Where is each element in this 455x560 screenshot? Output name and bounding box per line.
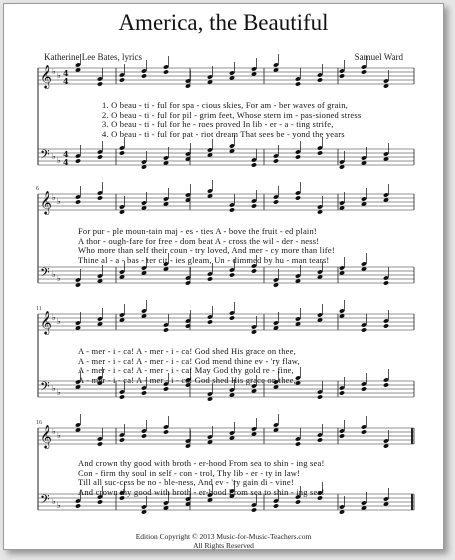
- note-head: [339, 433, 345, 438]
- measure-number: 11: [36, 306, 42, 312]
- note-head: [251, 268, 257, 273]
- note-head: [251, 203, 257, 208]
- key-signature-flat: ♭: [57, 274, 61, 283]
- note-head: [97, 441, 103, 446]
- note-head: [339, 390, 345, 395]
- lyric-line: A - mer - i - ca! A - mer - i - ca! May God thy gold re - fine,: [78, 365, 294, 375]
- note-head: [163, 69, 169, 74]
- key-signature-flat: ♭: [57, 431, 61, 440]
- note-head: [119, 77, 125, 82]
- key-signature-flat: ♭: [57, 197, 61, 206]
- lyric-line: 1. O beau - ti - ful for spa - cious skies, For am - ber waves of grain,: [102, 100, 348, 110]
- lyric-line: Till all suc-cess be no - ble-ness, And ev - 'ry gain di - vine!: [78, 477, 294, 487]
- note-head: [163, 327, 169, 332]
- note-head: [119, 150, 125, 155]
- note-head: [295, 154, 301, 159]
- composer-credit: Samuel Ward: [354, 52, 403, 62]
- bass-clef: 𝄢: [40, 147, 50, 165]
- key-signature-flat: ♭: [52, 384, 56, 393]
- note-head: [163, 386, 169, 391]
- time-signature: 4: [63, 149, 69, 159]
- lyric-line: And crown thy good with broth - er-hood From sea to shin - ing sea!: [78, 486, 325, 497]
- rights-line: All Rights Reserved: [193, 541, 254, 550]
- time-signature: 4: [63, 76, 69, 86]
- note-head: [295, 195, 301, 200]
- note-head: [295, 81, 301, 86]
- note-head: [273, 158, 279, 163]
- sheet-music-page: [3, 3, 444, 550]
- note-head: [383, 382, 389, 387]
- lyric-line: Con - firm thy soul in self - con - trol, Thy lib - er - ty in law!: [78, 467, 301, 478]
- copyright-footer: [4, 532, 443, 550]
- lyricist-credit: Katherine Lee Bates, lyrics: [44, 52, 142, 62]
- note-head: [97, 81, 103, 86]
- note-head: [361, 327, 367, 332]
- key-signature-flat: ♭: [57, 71, 61, 80]
- note-head: [251, 507, 257, 512]
- note-head: [229, 272, 235, 277]
- note-head: [229, 207, 235, 212]
- note-head: [97, 195, 103, 200]
- bass-clef: 𝄢: [40, 265, 50, 283]
- note-head: [119, 394, 125, 399]
- note-head: [141, 73, 147, 78]
- note-head: [317, 437, 323, 442]
- note-head: [97, 499, 103, 504]
- key-signature-flat: ♭: [52, 313, 56, 322]
- note-head: [361, 429, 367, 434]
- note-head: [317, 77, 323, 82]
- key-signature-flat: ♭: [57, 501, 61, 510]
- treble-clef: 𝄞: [40, 424, 52, 448]
- note-head: [317, 150, 323, 155]
- song-title: America, the Beautiful: [118, 10, 329, 35]
- lyric-line: A - mer - i - ca! A - mer - i - ca! God mend thine ev - 'ry flaw,: [78, 355, 300, 366]
- note-head: [383, 323, 389, 328]
- note-head: [273, 199, 279, 204]
- lyric-line: 2. O beau - ti - ful for pil - grim feet, Whose stern im - pas-sioned stress: [102, 109, 362, 120]
- note-head: [119, 437, 125, 442]
- key-signature-flat: ♭: [52, 270, 56, 279]
- lyric-line: 4. O beau - ti - ful for pat - riot dream That sees be - yond the years: [102, 128, 345, 139]
- measure-number: 16: [36, 420, 42, 426]
- note-head: [317, 394, 323, 399]
- measure-number: 6: [36, 186, 39, 192]
- treble-clef: 𝄞: [40, 190, 52, 214]
- time-signature: 4: [63, 157, 69, 167]
- note-head: [141, 390, 147, 395]
- lyric-line: Who more than self their coun - try loved, And mer - cy more than life!: [78, 245, 335, 255]
- time-signature: 4: [63, 68, 69, 78]
- key-signature-flat: ♭: [57, 388, 61, 397]
- key-signature-flat: ♭: [52, 67, 56, 76]
- note-head: [141, 433, 147, 438]
- note-head: [273, 503, 279, 508]
- treble-clef: 𝄞: [40, 310, 52, 334]
- key-signature-flat: ♭: [57, 317, 61, 326]
- key-signature-flat: ♭: [52, 152, 56, 161]
- key-signature-flat: ♭: [52, 193, 56, 202]
- note-head: [207, 319, 213, 324]
- lyric-line: 3. O beau - ti - ful for he - roes proved In lib - er - a - ting strife,: [102, 119, 334, 129]
- note-head: [295, 441, 301, 446]
- note-head: [75, 199, 81, 204]
- note-head: [97, 154, 103, 159]
- note-head: [383, 280, 389, 285]
- bass-clef: 𝄢: [40, 379, 50, 397]
- note-head: [251, 162, 257, 167]
- note-head: [75, 503, 81, 508]
- note-head: [361, 386, 367, 391]
- lyric-line: A - mer - i - ca! A - mer - i - ca! God shed His grace on thee,: [78, 346, 296, 356]
- lyric-line: And crown thy good with broth - er-hood From sea to shin - ing sea!: [78, 458, 325, 468]
- note-head: [361, 69, 367, 74]
- lyric-line: A thor - ough-fare for free - dom beat A - cross the wil - der - ness!: [78, 235, 320, 246]
- lyric-line: A - mer - i - ca! A - mer - i - ca! God shed His grace on thee,: [78, 374, 296, 385]
- key-signature-flat: ♭: [57, 156, 61, 165]
- key-signature-flat: ♭: [52, 427, 56, 436]
- note-head: [163, 429, 169, 434]
- treble-clef: 𝄞: [40, 64, 52, 88]
- lyric-line: Thine al - a - bas - ter cit - ies gleam, Un - dimmed by hu - man tears!: [78, 254, 330, 265]
- note-head: [75, 158, 81, 163]
- note-head: [339, 73, 345, 78]
- lyric-line: For pur - ple moun-tain maj - es - ties A - bove the fruit - ed plain!: [78, 226, 317, 236]
- copyright-line: Edition Copyright © 2013 Music-for-Music-Teachers.com: [135, 532, 312, 541]
- key-signature-flat: ♭: [52, 497, 56, 506]
- note-head: [229, 315, 235, 320]
- bass-clef: 𝄢: [40, 492, 50, 510]
- note-head: [207, 276, 213, 281]
- note-head: [295, 499, 301, 504]
